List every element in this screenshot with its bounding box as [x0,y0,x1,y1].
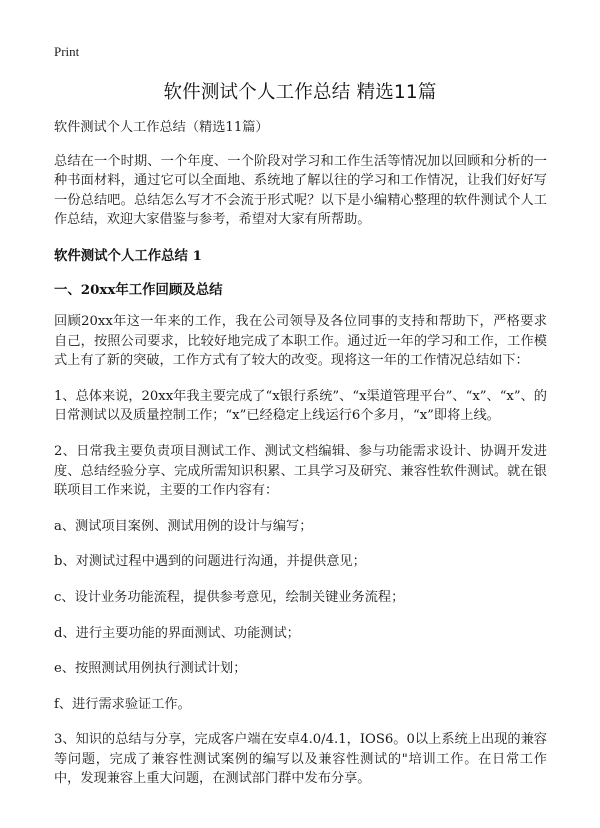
page-title: 软件测试个人工作总结 精选11篇 [163,82,437,103]
intro-paragraph: 总结在一个时期、一个年度、一个阶段对学习和工作生活等情况加以回顾和分析的一种书面材料，通过它可以全面地、系统地了解以往的学习和工作情况，让我们好好写一份总结吧。总结怎么写才不会流于形式呢？以下是小编精心整理的软件测试个人工作总结，欢迎大家借鉴与参考，希望对大家有所帮助。 [54,153,547,228]
list-item: 2、日常我主要负责项目测试工作、测试文档编辑、参与功能需求设计、协调开发进度、总结经验分享、完成所需知识积累、工具学习及研究、兼容性软件测试。就在银联项目工作来说，主要的工作内容有： [54,443,547,499]
list-item: d、进行主要功能的界面测试、功能测试； [54,625,300,641]
list-item: a、测试项目案例、测试用例的设计与编写； [54,518,313,534]
document-subtitle: 软件测试个人工作总结（精选11篇） [54,120,269,135]
print-link[interactable]: Print [54,44,80,59]
list-item: b、对测试过程中遇到的问题进行沟通，并提供意见； [54,554,366,570]
sub-heading: 一、20xx年工作回顾及总结 [54,281,223,298]
list-item: c、设计业务功能流程，提供参考意见，绘制关键业务流程； [54,589,405,605]
list-item: e、按照测试用例执行测试计划； [54,661,247,677]
list-item: 3、知识的总结与分享，完成客户端在安卓4.0/4.1，IOS6。0以上系统上出现的兼容等问题，完成了兼容性测试案例的编写以及兼容性测试的"培训工作。在日常工作中，发现兼容上重大问题，在测试部门群中发布分享。 [54,732,547,787]
review-paragraph: 回顾20xx年这一年来的工作，我在公司领导及各位同事的支持和帮助下，严格要求自己，按照公司要求，比较好地完成了本职工作。通过近一年的学习和工作，工作模式上有了新的突破，工作方式有了较大的改变。现将这一年的工作情况总结如下： [54,313,547,369]
document-body [54,118,547,805]
work-item-list [54,387,547,789]
list-item: f、进行需求验证工作。 [54,696,191,712]
section-heading: 软件测试个人工作总结 1 [54,247,202,264]
list-item: 1、总体来说，20xx年我主要完成了“x银行系统”、“x渠道管理平台”、“x”、“x”、的日常测试以及质量控制工作；“x”已经稳定上线运行6个多月，“x”即将上线。 [54,388,547,424]
